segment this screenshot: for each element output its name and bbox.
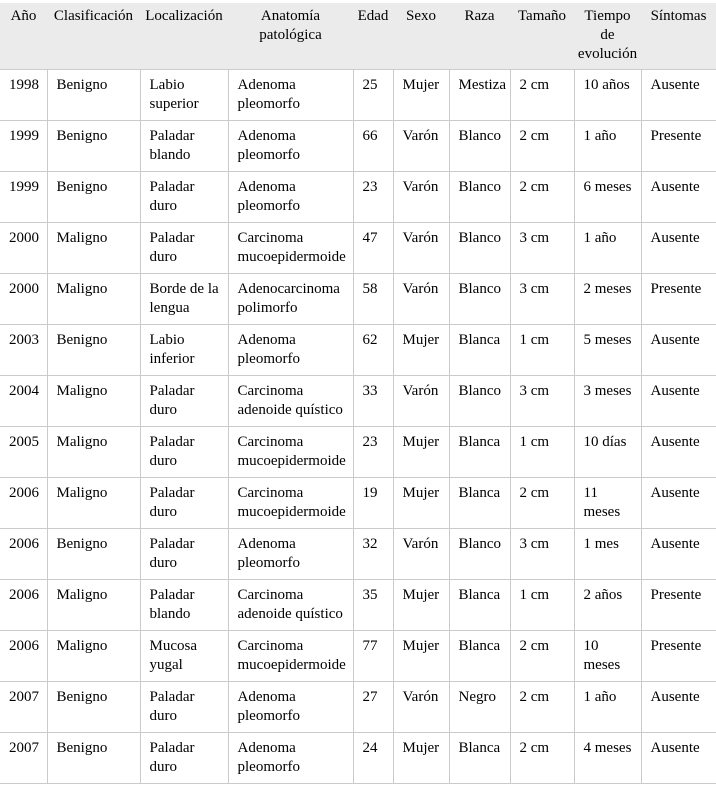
table-cell-edad: 24 xyxy=(353,733,393,784)
table-cell-tiempo-de-evolucion: 11 meses xyxy=(574,478,641,529)
table-cell-sexo: Varón xyxy=(393,274,449,325)
table-body xyxy=(0,70,716,784)
table-cell-raza: Blanca xyxy=(449,580,510,631)
table-cell-ano: 2007 xyxy=(0,733,47,784)
header-row xyxy=(0,3,716,70)
column-header-localizacion: Localización xyxy=(140,3,228,70)
table-cell-sintomas: Ausente xyxy=(641,376,716,427)
table-cell-tiempo-de-evolucion: 1 año xyxy=(574,121,641,172)
table-cell-sintomas: Ausente xyxy=(641,223,716,274)
table-cell-localizacion: Paladar duro xyxy=(140,223,228,274)
column-header-tamano: Tamaño xyxy=(510,3,574,70)
table-cell-localizacion: Paladar duro xyxy=(140,529,228,580)
table-cell-anatomia-patologica: Adenoma pleomorfo xyxy=(228,733,353,784)
table-cell-clasificacion: Benigno xyxy=(47,172,140,223)
table-cell-tamano: 2 cm xyxy=(510,682,574,733)
table-cell-edad: 66 xyxy=(353,121,393,172)
table-cell-tamano: 1 cm xyxy=(510,325,574,376)
table-row xyxy=(0,631,716,682)
table-cell-sintomas: Ausente xyxy=(641,478,716,529)
table-cell-anatomia-patologica: Adenoma pleomorfo xyxy=(228,70,353,121)
table-row xyxy=(0,682,716,733)
table-cell-anatomia-patologica: Adenoma pleomorfo xyxy=(228,172,353,223)
table-row xyxy=(0,70,716,121)
table-cell-tiempo-de-evolucion: 10 meses xyxy=(574,631,641,682)
table-cell-tamano: 2 cm xyxy=(510,733,574,784)
table-cell-localizacion: Paladar duro xyxy=(140,376,228,427)
table-cell-tiempo-de-evolucion: 10 días xyxy=(574,427,641,478)
table-cell-raza: Blanco xyxy=(449,223,510,274)
table-cell-sexo: Mujer xyxy=(393,325,449,376)
table-cell-tiempo-de-evolucion: 1 año xyxy=(574,223,641,274)
column-header-ano: Año xyxy=(0,3,47,70)
table-cell-edad: 58 xyxy=(353,274,393,325)
table-cell-anatomia-patologica: Carcinoma mucoepidermoide xyxy=(228,427,353,478)
table-cell-sexo: Mujer xyxy=(393,733,449,784)
table-cell-edad: 19 xyxy=(353,478,393,529)
table-cell-ano: 2006 xyxy=(0,631,47,682)
table-cell-localizacion: Labio inferior xyxy=(140,325,228,376)
table-cell-sintomas: Ausente xyxy=(641,733,716,784)
table-cell-localizacion: Paladar duro xyxy=(140,172,228,223)
table-row xyxy=(0,427,716,478)
table-cell-ano: 2003 xyxy=(0,325,47,376)
table-cell-tamano: 2 cm xyxy=(510,70,574,121)
table-cell-sintomas: Ausente xyxy=(641,325,716,376)
column-header-clasificacion: Clasificación xyxy=(47,3,140,70)
table-cell-clasificacion: Maligno xyxy=(47,631,140,682)
table-cell-raza: Blanca xyxy=(449,478,510,529)
table-row xyxy=(0,580,716,631)
table-cell-tamano: 2 cm xyxy=(510,631,574,682)
table-cell-raza: Blanco xyxy=(449,376,510,427)
table-cell-raza: Blanca xyxy=(449,427,510,478)
column-header-tiempo-de-evolucion: Tiempo de evolución xyxy=(574,3,641,70)
table-cell-raza: Blanco xyxy=(449,121,510,172)
table-cell-sintomas: Ausente xyxy=(641,172,716,223)
table-row xyxy=(0,223,716,274)
column-header-sexo: Sexo xyxy=(393,3,449,70)
table-cell-localizacion: Paladar blando xyxy=(140,121,228,172)
table-cell-localizacion: Paladar duro xyxy=(140,733,228,784)
table-cell-edad: 33 xyxy=(353,376,393,427)
column-header-anatomia-patologica: Anatomía patológica xyxy=(228,3,353,70)
table-cell-sexo: Varón xyxy=(393,376,449,427)
table-cell-edad: 32 xyxy=(353,529,393,580)
table-cell-sintomas: Presente xyxy=(641,631,716,682)
table-cell-localizacion: Paladar blando xyxy=(140,580,228,631)
table-cell-edad: 62 xyxy=(353,325,393,376)
table-cell-anatomia-patologica: Carcinoma adenoide quístico xyxy=(228,580,353,631)
table-cell-tiempo-de-evolucion: 6 meses xyxy=(574,172,641,223)
table-cell-tiempo-de-evolucion: 5 meses xyxy=(574,325,641,376)
table-row xyxy=(0,733,716,784)
table-cell-clasificacion: Benigno xyxy=(47,121,140,172)
table-cell-clasificacion: Benigno xyxy=(47,682,140,733)
table-cell-sintomas: Presente xyxy=(641,121,716,172)
table-cell-raza: Blanco xyxy=(449,274,510,325)
table-cell-sexo: Mujer xyxy=(393,70,449,121)
table-cell-clasificacion: Maligno xyxy=(47,427,140,478)
table-row xyxy=(0,274,716,325)
table-cell-sexo: Varón xyxy=(393,682,449,733)
table-cell-raza: Blanca xyxy=(449,733,510,784)
table-cell-tamano: 2 cm xyxy=(510,172,574,223)
table-cell-localizacion: Paladar duro xyxy=(140,682,228,733)
table-cell-tiempo-de-evolucion: 1 año xyxy=(574,682,641,733)
table-cell-clasificacion: Maligno xyxy=(47,274,140,325)
table-cell-tamano: 2 cm xyxy=(510,478,574,529)
table-cell-anatomia-patologica: Carcinoma mucoepidermoide xyxy=(228,478,353,529)
table-cell-ano: 2006 xyxy=(0,580,47,631)
table-cell-localizacion: Paladar duro xyxy=(140,427,228,478)
table-cell-anatomia-patologica: Carcinoma mucoepidermoide xyxy=(228,631,353,682)
table-cell-clasificacion: Maligno xyxy=(47,223,140,274)
table-cell-tiempo-de-evolucion: 2 años xyxy=(574,580,641,631)
table-cell-edad: 77 xyxy=(353,631,393,682)
table-cell-tiempo-de-evolucion: 10 años xyxy=(574,70,641,121)
table-cell-tamano: 1 cm xyxy=(510,580,574,631)
table-cell-ano: 2005 xyxy=(0,427,47,478)
table-cell-tamano: 3 cm xyxy=(510,274,574,325)
data-table xyxy=(0,3,716,784)
table-cell-clasificacion: Maligno xyxy=(47,478,140,529)
table-cell-clasificacion: Benigno xyxy=(47,70,140,121)
table-cell-sexo: Mujer xyxy=(393,427,449,478)
table-cell-sexo: Mujer xyxy=(393,631,449,682)
table-cell-clasificacion: Maligno xyxy=(47,376,140,427)
column-header-raza: Raza xyxy=(449,3,510,70)
table-cell-localizacion: Paladar duro xyxy=(140,478,228,529)
table-cell-sexo: Mujer xyxy=(393,580,449,631)
table-cell-sexo: Varón xyxy=(393,529,449,580)
table-cell-ano: 2007 xyxy=(0,682,47,733)
table-cell-clasificacion: Maligno xyxy=(47,580,140,631)
table-cell-edad: 27 xyxy=(353,682,393,733)
table-cell-edad: 23 xyxy=(353,427,393,478)
table-cell-ano: 1999 xyxy=(0,121,47,172)
table-cell-tiempo-de-evolucion: 1 mes xyxy=(574,529,641,580)
table-cell-edad: 47 xyxy=(353,223,393,274)
table-cell-tiempo-de-evolucion: 2 meses xyxy=(574,274,641,325)
table-cell-ano: 2004 xyxy=(0,376,47,427)
table-cell-sintomas: Ausente xyxy=(641,70,716,121)
table-cell-raza: Mestiza xyxy=(449,70,510,121)
table-cell-tamano: 3 cm xyxy=(510,376,574,427)
table-cell-anatomia-patologica: Adenoma pleomorfo xyxy=(228,325,353,376)
table-cell-tamano: 3 cm xyxy=(510,529,574,580)
table-cell-anatomia-patologica: Carcinoma adenoide quístico xyxy=(228,376,353,427)
table-row xyxy=(0,121,716,172)
table-cell-localizacion: Borde de la lengua xyxy=(140,274,228,325)
table-cell-sintomas: Presente xyxy=(641,274,716,325)
table-cell-edad: 23 xyxy=(353,172,393,223)
table-cell-tiempo-de-evolucion: 4 meses xyxy=(574,733,641,784)
table-cell-edad: 25 xyxy=(353,70,393,121)
table-row xyxy=(0,172,716,223)
table-cell-clasificacion: Benigno xyxy=(47,325,140,376)
table-cell-clasificacion: Benigno xyxy=(47,529,140,580)
table-cell-clasificacion: Benigno xyxy=(47,733,140,784)
table-cell-raza: Blanco xyxy=(449,529,510,580)
table-row xyxy=(0,325,716,376)
table-cell-sexo: Varón xyxy=(393,121,449,172)
column-header-edad: Edad xyxy=(353,3,393,70)
table-cell-ano: 1999 xyxy=(0,172,47,223)
table-cell-sintomas: Ausente xyxy=(641,682,716,733)
table-cell-anatomia-patologica: Adenocarcinoma polimorfo xyxy=(228,274,353,325)
table-cell-localizacion: Mucosa yugal xyxy=(140,631,228,682)
table-cell-ano: 2000 xyxy=(0,274,47,325)
table-cell-raza: Negro xyxy=(449,682,510,733)
table-row xyxy=(0,478,716,529)
table-cell-ano: 1998 xyxy=(0,70,47,121)
table-cell-localizacion: Labio superior xyxy=(140,70,228,121)
table-cell-tamano: 1 cm xyxy=(510,427,574,478)
table-cell-tamano: 3 cm xyxy=(510,223,574,274)
table-cell-sintomas: Presente xyxy=(641,580,716,631)
table-cell-sexo: Mujer xyxy=(393,478,449,529)
table-cell-sintomas: Ausente xyxy=(641,529,716,580)
table-cell-ano: 2006 xyxy=(0,478,47,529)
table-cell-sintomas: Ausente xyxy=(641,427,716,478)
table-cell-ano: 2000 xyxy=(0,223,47,274)
table-row xyxy=(0,376,716,427)
table-cell-raza: Blanco xyxy=(449,172,510,223)
table-cell-raza: Blanca xyxy=(449,631,510,682)
table-cell-ano: 2006 xyxy=(0,529,47,580)
table-cell-tiempo-de-evolucion: 3 meses xyxy=(574,376,641,427)
table-cell-sexo: Varón xyxy=(393,172,449,223)
column-header-sintomas: Síntomas xyxy=(641,3,716,70)
table-row xyxy=(0,529,716,580)
table-cell-anatomia-patologica: Adenoma pleomorfo xyxy=(228,529,353,580)
table-cell-sexo: Varón xyxy=(393,223,449,274)
table-cell-anatomia-patologica: Adenoma pleomorfo xyxy=(228,121,353,172)
table-cell-tamano: 2 cm xyxy=(510,121,574,172)
table-cell-anatomia-patologica: Carcinoma mucoepidermoide xyxy=(228,223,353,274)
table-cell-edad: 35 xyxy=(353,580,393,631)
table-cell-anatomia-patologica: Adenoma pleomorfo xyxy=(228,682,353,733)
table-cell-raza: Blanca xyxy=(449,325,510,376)
table-header xyxy=(0,3,716,70)
